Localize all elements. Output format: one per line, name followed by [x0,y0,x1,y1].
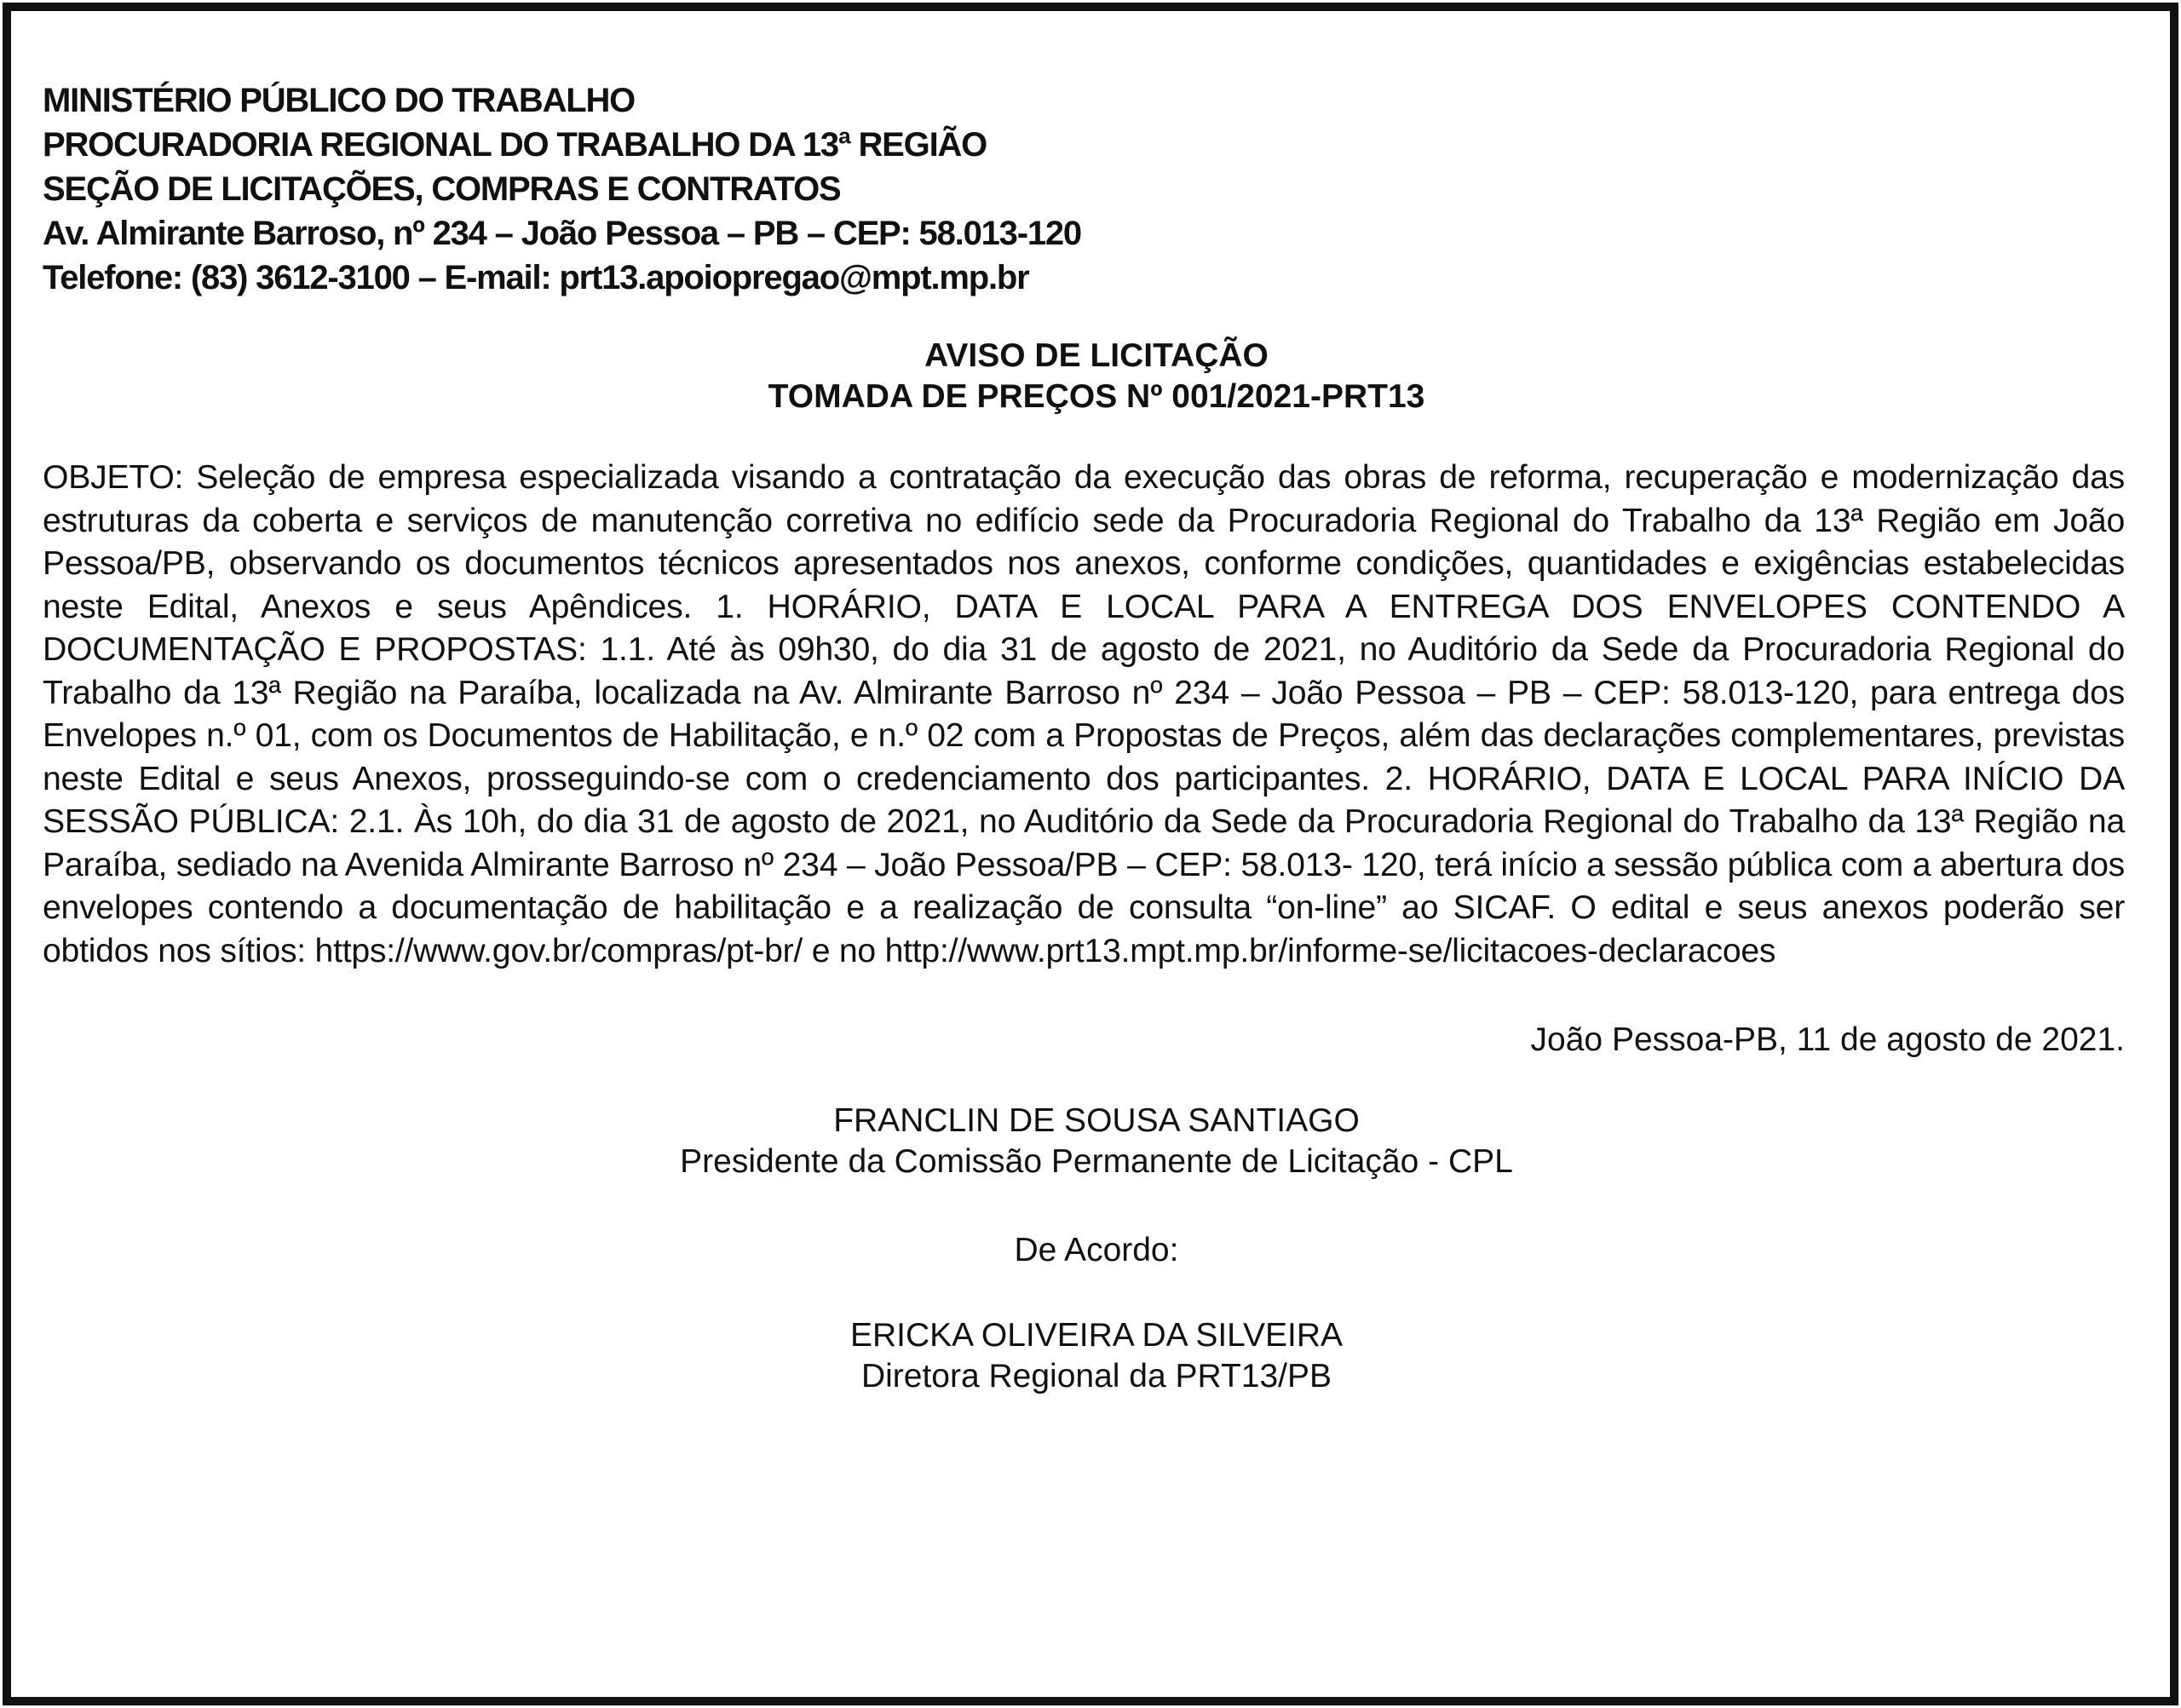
notice-body: OBJETO: Seleção de empresa especializada visando a contratação da execução das obras de reforma, recuperação e modernização das estruturas da coberta e serviços de manutenção corretiva no edifício sede da Procuradoria Regional do Trabalho da 13ª Região em João Pessoa/PB, observando os documentos técnicos apresentados nos anexos, conforme condições, quantidades e exigências estabelecidas neste Edital, Anexos e seus Apêndices. 1. HORÁRIO, DATA E LOCAL PARA A ENTREGA DOS ENVELOPES CONTENDO A DOCUMENTAÇÃO E PROPOSTAS: 1.1. Até às 09h30, do dia 31 de agosto de 2021, no Auditório da Sede da Procuradoria Regional do Trabalho da 13ª Região na Paraíba, localizada na Av. Almirante Barroso nº 234 – João Pessoa – PB – CEP: 58.013-120, para entrega dos Envelopes n.º 01, com os Documentos de Habilitação, e n.º 02 com a Propostas de Preços, além das declarações complementares, previstas neste Edital e seus Anexos, prosseguindo-se com o credenciamento dos participantes. 2. HORÁRIO, DATA E LOCAL PARA INÍCIO DA SESSÃO PÚBLICA: 2.1. Às 10h, do dia 31 de agosto de 2021, no Auditório da Sede da Procuradoria Regional do Trabalho da 13ª Região na Paraíba, sediado na Avenida Almirante Barroso nº 234 – João Pessoa/PB – CEP: 58.013- 120, terá início a sessão pública com a abertura dos envelopes contendo a documentação de habilitação e a realização de consulta “on-line” ao SICAF. O edital e seus anexos poderão ser obtidos nos sítios: https://www.gov.br/compras/pt-br/ e no http://www.prt13.mpt.mp.br/informe-se/licitacoes-declaracoes [43,459,2125,969]
signatory-name: FRANCLIN DE SOUSA SANTIAGO [833,1102,1360,1139]
signature-block-director [43,1315,2125,1397]
agreement-label: De Acordo: [1014,1232,1179,1268]
notice-title-block [43,336,2125,417]
notice-title: AVISO DE LICITAÇÃO [924,337,1269,374]
notice-subtitle: TOMADA DE PREÇOS Nº 001/2021-PRT13 [768,378,1425,415]
signatory-name: ERICKA OLIVEIRA DA SILVEIRA [849,1317,1343,1354]
signatory-role: Diretora Regional da PRT13/PB [860,1358,1332,1395]
regional-office-name: PROCURADORIA REGIONAL DO TRABALHO DA 13ª REGIÃO [43,126,987,164]
letterhead [43,78,2125,300]
address-line: Av. Almirante Barroso, nº 234 – João Pessoa – PB – CEP: 58.013-120 [43,215,1081,252]
notice-content [43,78,2125,1397]
contact-line: Telefone: (83) 3612-3100 – E-mail: prt13.apoiopregao@mpt.mp.br [43,259,1029,296]
signatory-role: Presidente da Comissão Permanente de Licitação - CPL [680,1143,1513,1180]
date-line: João Pessoa-PB, 11 de agosto de 2021. [1530,1021,2125,1058]
signature-block-president [43,1101,2125,1182]
section-name: SEÇÃO DE LICITAÇÕES, COMPRAS E CONTRATOS [43,170,841,208]
ministry-name: MINISTÉRIO PÚBLICO DO TRABALHO [43,82,636,119]
